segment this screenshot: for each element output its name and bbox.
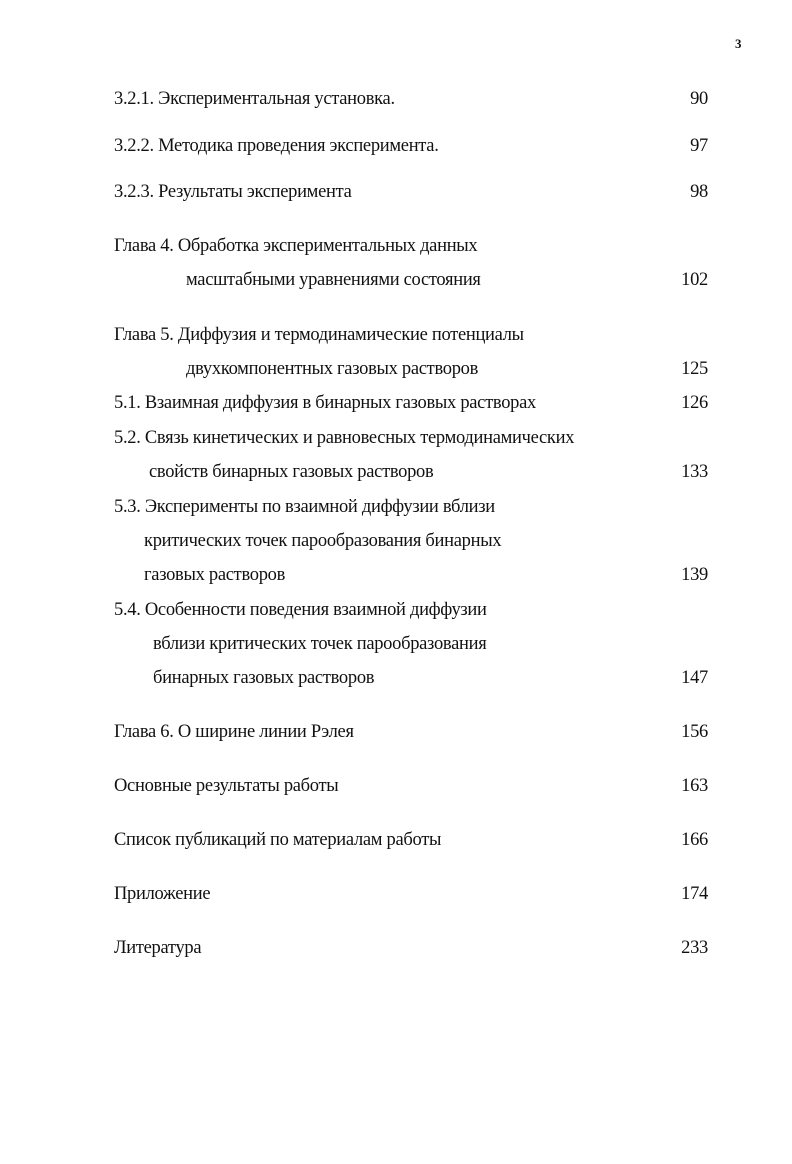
toc-entry-page: 156 <box>681 722 708 742</box>
toc-entry <box>0 938 792 962</box>
page-number: 3 <box>735 36 742 51</box>
toc-entry-title: 3.2.2. Методика проведения эксперимента. <box>114 136 439 156</box>
toc-entry-page: 166 <box>681 830 708 850</box>
toc-entry-title: Глава 5. Диффузия и термодинамические потенциалы <box>114 325 524 345</box>
toc-entry-title: Основные результаты работы <box>114 776 339 796</box>
toc-entry <box>0 776 792 800</box>
toc-entry-title: критических точек парообразования бинарных <box>144 531 502 551</box>
toc-entry <box>0 136 792 160</box>
toc-entry-page: 174 <box>681 884 708 904</box>
toc-entry-title: 3.2.3. Результаты эксперимента <box>114 182 352 202</box>
toc-entry <box>0 89 792 113</box>
toc-entry-continuation <box>0 531 792 555</box>
toc-entry-page: 163 <box>681 776 708 796</box>
toc-entry <box>0 722 792 746</box>
toc-entry-page: 147 <box>681 668 708 688</box>
toc-entry <box>0 884 792 908</box>
toc-entry-page: 133 <box>681 462 708 482</box>
toc-entry-title: бинарных газовых растворов <box>153 668 375 688</box>
toc-entry-title: 3.2.1. Экспериментальная установка. <box>114 89 395 109</box>
toc-entry-continuation <box>0 359 792 383</box>
toc-entry-title: Глава 4. Обработка экспериментальных данных <box>114 236 478 256</box>
toc-entry <box>0 600 792 624</box>
toc-entry-title: Приложение <box>114 884 211 904</box>
toc-entry-title: 5.3. Эксперименты по взаимной диффузии вблизи <box>114 497 495 517</box>
toc-entry <box>0 325 792 349</box>
toc-entry-title: Литература <box>114 938 202 958</box>
toc-entry <box>0 830 792 854</box>
toc-entry-page: 139 <box>681 565 708 585</box>
toc-entry-page: 233 <box>681 938 708 958</box>
toc-entry-page: 97 <box>690 136 708 156</box>
toc-entry-title: 5.2. Связь кинетических и равновесных термодинамических <box>114 428 575 448</box>
toc-entry <box>0 497 792 521</box>
toc-entry-page: 98 <box>690 182 708 202</box>
toc-entry-page: 126 <box>681 393 708 413</box>
toc-entry-continuation <box>0 565 792 589</box>
toc-entry <box>0 182 792 206</box>
toc-entry-title: 5.1. Взаимная диффузия в бинарных газовых растворах <box>114 393 536 413</box>
toc-entry-continuation <box>0 634 792 658</box>
toc-entry-title: свойств бинарных газовых растворов <box>149 462 434 482</box>
toc-entry-page: 90 <box>690 89 708 109</box>
toc-entry-title: двухкомпонентных газовых растворов <box>186 359 479 379</box>
toc-entry <box>0 428 792 452</box>
toc-entry <box>0 236 792 260</box>
toc-entry-page: 125 <box>681 359 708 379</box>
toc-entry-page: 102 <box>681 270 708 290</box>
toc-entry-title: Глава 6. О ширине линии Рэлея <box>114 722 354 742</box>
toc-entry-title: 5.4. Особенности поведения взаимной диффузии <box>114 600 487 620</box>
toc-entry-continuation <box>0 462 792 486</box>
toc-entry-continuation <box>0 270 792 294</box>
toc-entry <box>0 393 792 417</box>
toc-entry-continuation <box>0 668 792 692</box>
toc-entry-title: масштабными уравнениями состояния <box>186 270 481 290</box>
toc-entry-title: вблизи критических точек парообразования <box>153 634 487 654</box>
toc-entry-title: газовых растворов <box>144 565 286 585</box>
toc-entry-title: Список публикаций по материалам работы <box>114 830 442 850</box>
